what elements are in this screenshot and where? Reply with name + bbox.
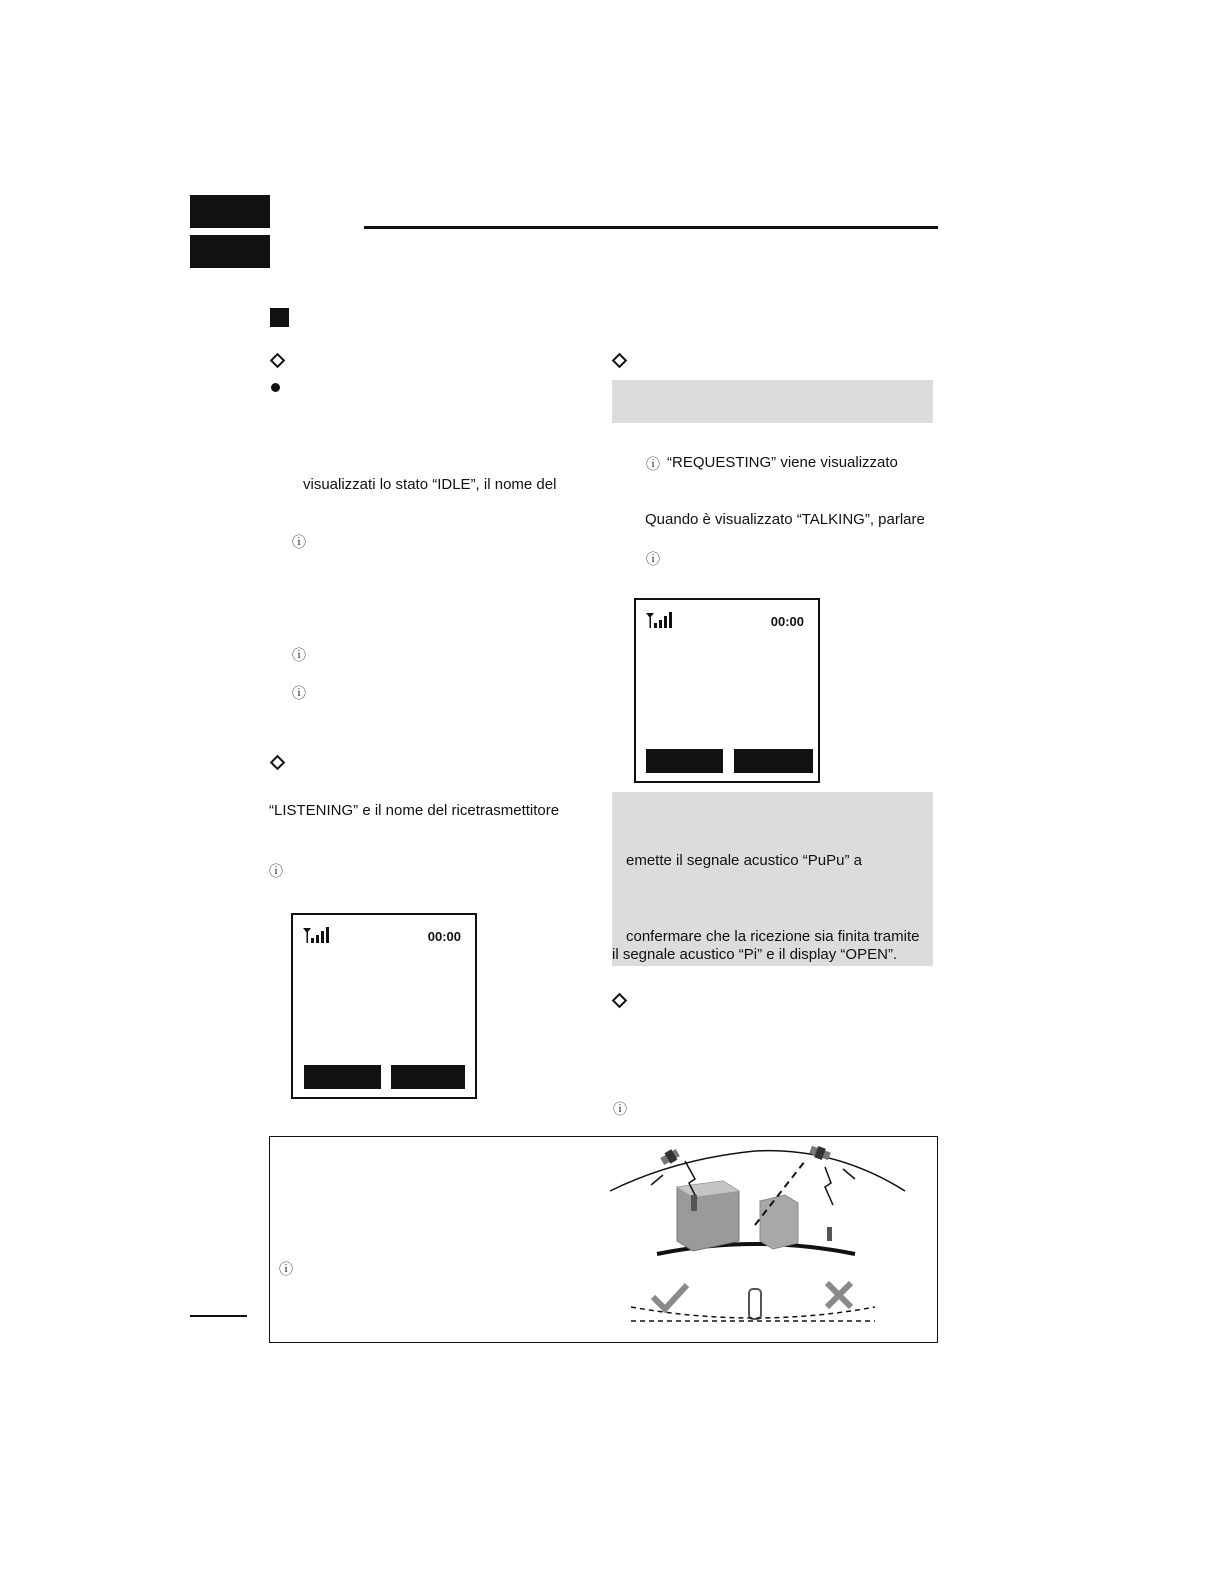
diamond-bullet-icon [270,755,286,771]
check-icon [653,1285,687,1309]
gray-note-box-top [612,380,933,423]
idle-text: visualizzati lo stato “IDLE”, il nome del [303,476,557,493]
info-icon: ⓘ [646,457,660,473]
talking-text: Quando è visualizzato “TALKING”, parlare [645,511,925,528]
softkey-left [304,1065,381,1089]
section-marker [270,308,289,327]
cross-icon [827,1283,851,1307]
header-rule [364,226,938,229]
satellite-icon [809,1146,831,1160]
signal-icon [644,610,674,630]
softkey-left [646,749,723,773]
note-line: il segnale acustico “Pi” e il display “OPEN”. [612,946,898,963]
info-icon: ⓘ [613,1102,627,1118]
round-bullet-icon [271,383,280,392]
gray-note-box [612,792,933,966]
satellite-illustration [605,1139,915,1339]
note-line: emette il segnale acustico “PuPu” a [626,852,862,869]
radio-display-listening [291,913,477,1099]
listening-text: “LISTENING” e il nome del ricetrasmettitore [269,802,560,819]
info-icon: ⓘ [292,686,306,702]
radio-display-talking [634,598,820,783]
header-tab-bottom [190,235,270,268]
diamond-bullet-icon [612,353,628,369]
display-time: 00:00 [770,614,804,629]
footer-rule [190,1315,247,1317]
info-icon: ⓘ [279,1262,293,1278]
header-tab-top [190,195,270,228]
info-icon: ⓘ [292,535,306,551]
softkey-right [391,1065,465,1089]
softkey-right [734,749,813,773]
diamond-bullet-icon [612,993,628,1009]
signal-icon [301,925,331,945]
note-box-satellite [269,1136,938,1343]
info-icon: ⓘ [646,552,660,568]
note-line: confermare che la ricezione sia finita tramite [626,928,920,945]
info-icon: ⓘ [269,864,283,880]
display-time: 00:00 [427,929,461,944]
requesting-text: “REQUESTING” viene visualizzato [667,454,898,471]
diamond-bullet-icon [270,353,286,369]
satellite-icon [660,1149,680,1165]
info-icon: ⓘ [292,648,306,664]
